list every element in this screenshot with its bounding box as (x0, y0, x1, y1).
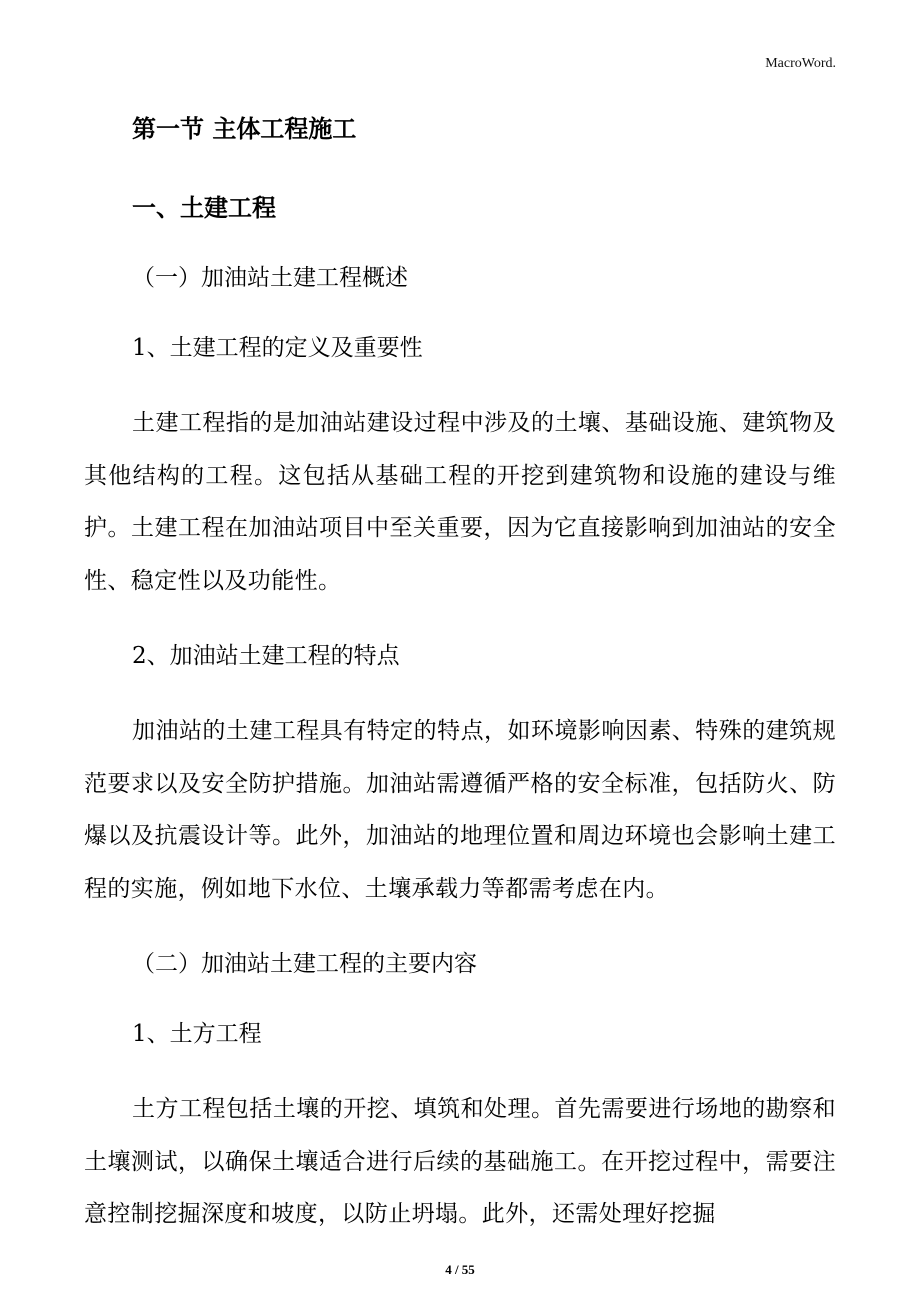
section-title: 第一节 主体工程施工 (132, 114, 357, 143)
page-number: 4 / 55 (445, 1262, 475, 1277)
item-heading-1: 1、土建工程的定义及重要性 (132, 335, 423, 361)
chapter-title: 一、土建工程 (132, 193, 276, 222)
paragraph-3: 土方工程包括土壤的开挖、填筑和处理。首先需要进行场地的勘察和土壤测试，以确保土壤适合进行后续的基础施工。在开挖过程中，需要注意控制挖掘深度和坡度，以防止坍塌。此外，还需处理好挖掘 (84, 1096, 836, 1227)
subsection-heading-2: （二）加油站土建工程的主要内容 (132, 951, 477, 977)
document-body (84, 108, 836, 1241)
header-brand: MacroWord. (765, 56, 836, 71)
paragraph-1: 土建工程指的是加油站建设过程中涉及的土壤、基础设施、建筑物及其他结构的工程。这包括从基础工程的开挖到建筑物和设施的建设与维护。土建工程在加油站项目中至关重要，因为它直接影响到加油站的安全性、稳定性以及功能性。 (84, 410, 836, 594)
subsection-heading-1: （一）加油站土建工程概述 (132, 265, 408, 291)
item-heading-3: 1、土方工程 (132, 1021, 262, 1047)
item-heading-2: 2、加油站土建工程的特点 (132, 643, 400, 669)
paragraph-2: 加油站的土建工程具有特定的特点，如环境影响因素、特殊的建筑规范要求以及安全防护措施。加油站需遵循严格的安全标准，包括防火、防爆以及抗震设计等。此外，加油站的地理位置和周边环境也会影响土建工程的实施，例如地下水位、土壤承载力等都需考虑在内。 (84, 718, 836, 902)
